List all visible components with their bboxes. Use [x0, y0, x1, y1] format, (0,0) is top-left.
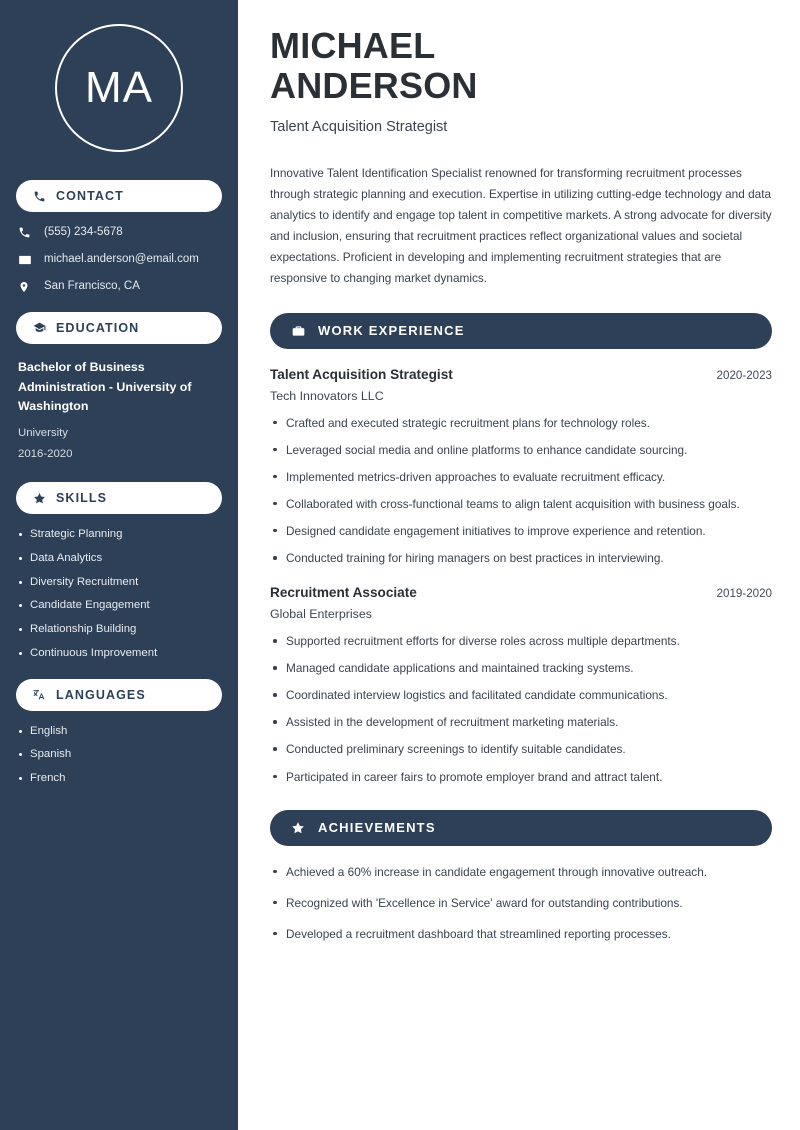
job-dates: 2019-2020: [716, 587, 772, 601]
job-company: Global Enterprises: [270, 607, 372, 622]
contact-email[interactable]: [18, 253, 220, 267]
list-item: Conducted training for hiring managers on best practices in interviewing.: [270, 550, 772, 567]
professional-summary: Innovative Talent Identification Specialist renowned for transforming recruitment processes through strategic planning and execution. Expertise in utilizing cutting-edge technology and data analytics to identify and engage top talent in competitive markets. A strong advocate for diversity and inclusion, ensuring that recruitment practices reflect organizational values and societal expectations. Proficient in developing and implementing recruitment strategies that are responsive to changing market dynamics.: [270, 165, 772, 285]
list-item: Candidate Engagement: [18, 599, 220, 613]
list-item: Crafted and executed strategic recruitment plans for technology roles.: [270, 415, 772, 432]
list-item: Collaborated with cross-functional teams to align talent acquisition with business goals.: [270, 496, 772, 513]
main-content: [238, 0, 800, 1130]
location-pin-icon: [18, 280, 38, 294]
sidebar-heading-education-label: EDUCATION: [56, 320, 140, 335]
list-item: Supported recruitment efforts for diverse roles across multiple departments.: [270, 633, 772, 650]
avatar-container: [0, 24, 238, 152]
job-header: [270, 367, 772, 382]
job-bullet-list: [270, 415, 772, 568]
sidebar-heading-contact: [16, 180, 222, 212]
job-title: Talent Acquisition Strategist: [270, 366, 453, 382]
contact-location[interactable]: [18, 280, 220, 294]
sidebar-heading-skills-label: SKILLS: [56, 491, 108, 506]
list-item: Conducted preliminary screenings to identify suitable candidates.: [270, 741, 772, 758]
graduation-cap-icon: [30, 321, 48, 334]
job-title: Recruitment Associate: [270, 585, 417, 601]
sidebar-heading-languages: [16, 679, 222, 711]
translate-icon: [30, 688, 48, 701]
languages-block: [0, 725, 238, 786]
languages-list: [18, 725, 220, 786]
last-name: ANDERSON: [270, 65, 478, 107]
sidebar-heading-education: [16, 312, 222, 344]
briefcase-icon: [288, 324, 308, 338]
list-item: Recognized with 'Excellence in Service' award for outstanding contributions.: [270, 895, 772, 912]
list-item: Strategic Planning: [18, 528, 220, 542]
job-entry: [270, 367, 772, 568]
list-item: Relationship Building: [18, 623, 220, 637]
job-bullet-list: [270, 633, 772, 786]
first-name: MICHAEL: [270, 25, 436, 66]
page-title: [270, 26, 772, 107]
section-heading-achievements: [270, 810, 772, 846]
list-item: Achieved a 60% increase in candidate engagement through innovative outreach.: [270, 864, 772, 881]
list-item: Coordinated interview logistics and facilitated candidate communications.: [270, 687, 772, 704]
sidebar: [0, 0, 238, 1130]
skills-block: [0, 528, 238, 660]
envelope-icon: [18, 253, 38, 267]
list-item: French: [18, 772, 220, 786]
section-heading-work-experience: [270, 313, 772, 349]
job-role-subtitle: Talent Acquisition Strategist: [270, 118, 448, 135]
list-item: Leveraged social media and online platforms to enhance candidate sourcing.: [270, 442, 772, 459]
education-block: [0, 358, 238, 465]
job-entry: [270, 585, 772, 786]
skills-list: [18, 528, 220, 660]
achievements-list: [270, 864, 772, 943]
list-item: Implemented metrics-driven approaches to evaluate recruitment efficacy.: [270, 469, 772, 486]
contact-phone-value: (555) 234-5678: [44, 226, 123, 238]
section-heading-achievements-label: ACHIEVEMENTS: [318, 820, 436, 836]
list-item: Diversity Recruitment: [18, 576, 220, 590]
job-company: Tech Innovators LLC: [270, 388, 384, 403]
contact-phone[interactable]: [18, 226, 220, 240]
list-item: English: [18, 725, 220, 739]
list-item: Developed a recruitment dashboard that streamlined reporting processes.: [270, 926, 772, 943]
sidebar-heading-contact-label: CONTACT: [56, 189, 124, 203]
list-item: Managed candidate applications and maintained tracking systems.: [270, 660, 772, 677]
job-header: [270, 585, 772, 600]
contact-email-value: michael.anderson@email.com: [44, 252, 199, 265]
phone-icon: [30, 190, 48, 203]
list-item: Continuous Improvement: [18, 647, 220, 661]
list-item: Spanish: [18, 748, 220, 762]
star-icon: [288, 821, 308, 835]
list-item: Designed candidate engagement initiatives to improve experience and retention.: [270, 523, 772, 540]
contact-list: [0, 226, 238, 294]
list-item: Data Analytics: [18, 552, 220, 566]
star-icon: [30, 492, 48, 505]
contact-location-value: San Francisco, CA: [44, 279, 140, 292]
education-institution: University: [18, 427, 69, 440]
sidebar-heading-skills: [16, 482, 222, 514]
education-dates: 2016-2020: [18, 447, 73, 460]
section-heading-work-experience-label: WORK EXPERIENCE: [318, 323, 465, 339]
avatar-initials: MA: [55, 24, 183, 152]
job-dates: 2020-2023: [716, 368, 772, 382]
sidebar-heading-languages-label: LANGUAGES: [56, 687, 146, 702]
list-item: Assisted in the development of recruitment marketing materials.: [270, 714, 772, 731]
education-degree: Bachelor of Business Administration - University of Washington: [18, 359, 192, 414]
list-item: Participated in career fairs to promote employer brand and attract talent.: [270, 769, 772, 786]
phone-icon: [18, 226, 38, 239]
